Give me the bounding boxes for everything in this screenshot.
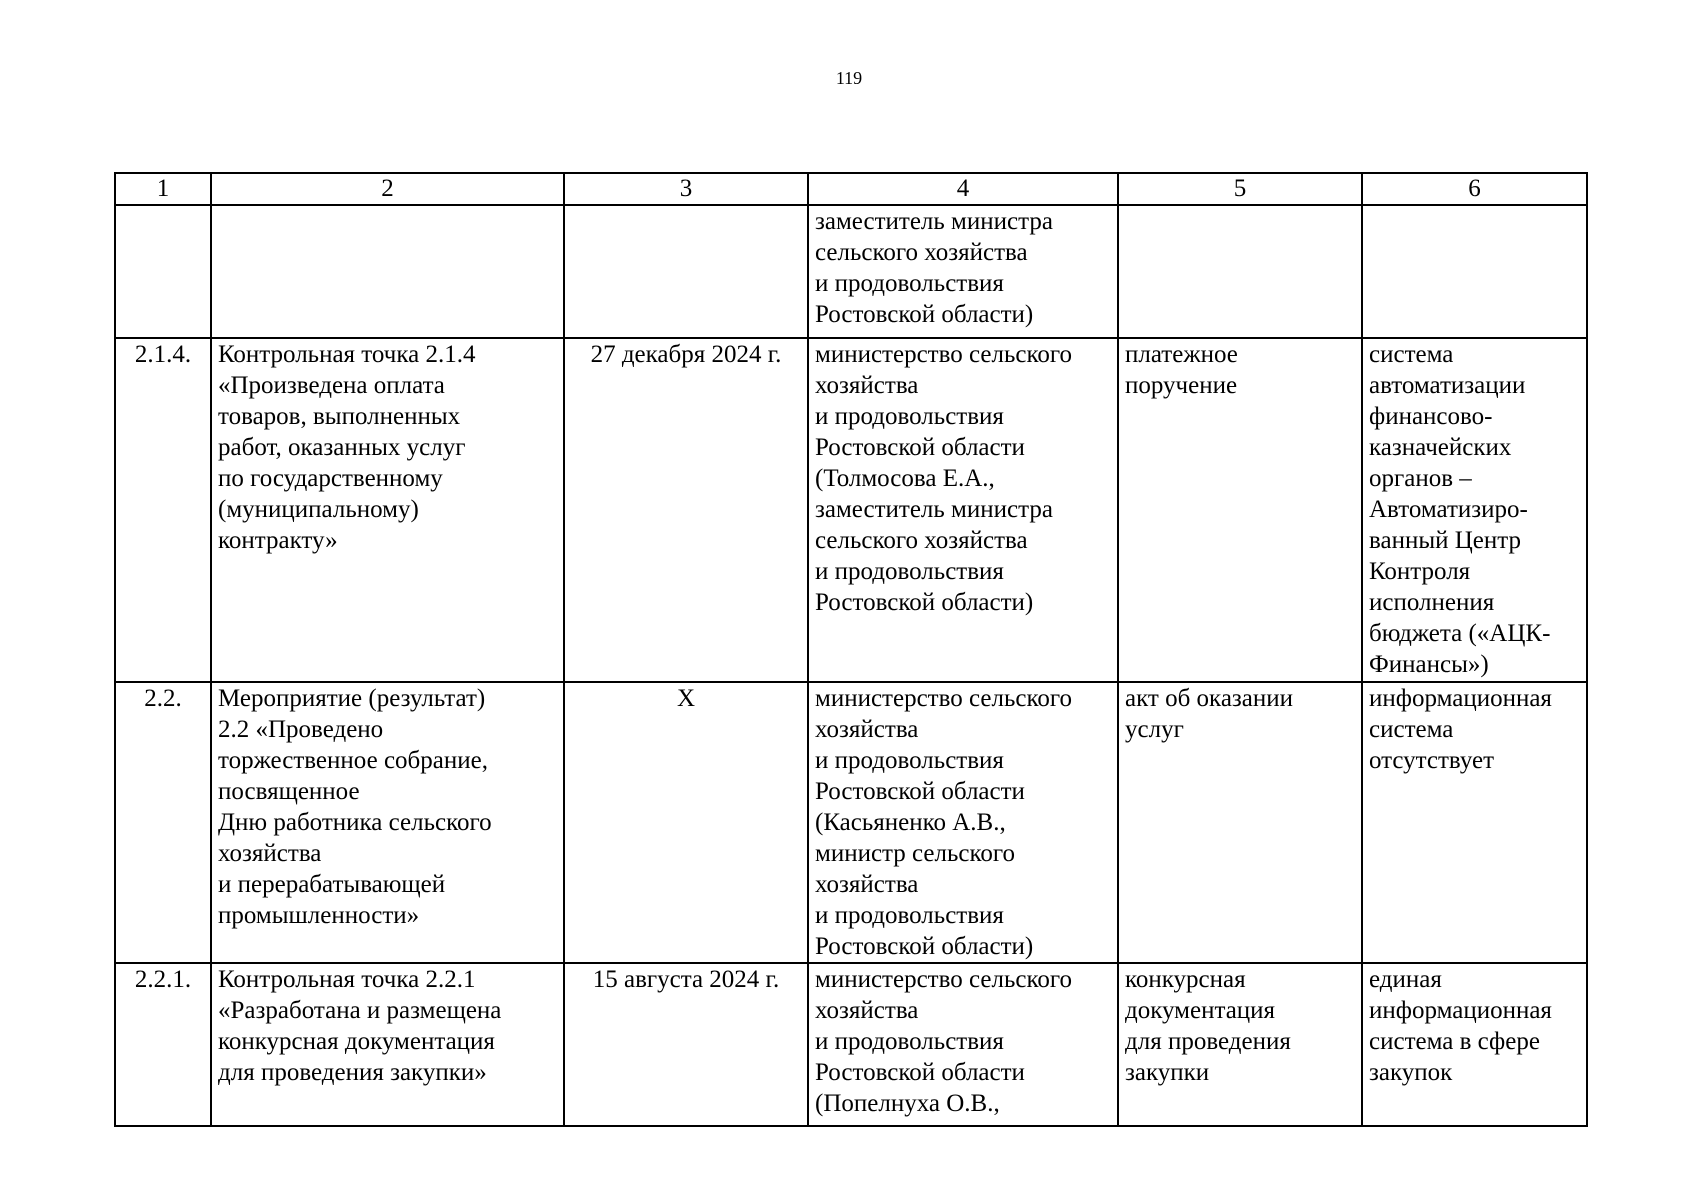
- column-number: 3: [564, 173, 808, 205]
- responsible-cell: заместитель министра сельского хозяйства и продовольствия Ростовской области): [808, 205, 1118, 338]
- page-number: 119: [835, 68, 863, 88]
- column-number: 1: [115, 173, 211, 205]
- deadline-cell: 27 декабря 2024 г.: [564, 338, 808, 682]
- responsible-cell: министерство сельского хозяйства и продовольствия Ростовской области (Попелнуха О.В.,: [808, 963, 1118, 1126]
- column-number: 5: [1118, 173, 1362, 205]
- item-name-cell: Контрольная точка 2.1.4 «Произведена оплата товаров, выполненных работ, оказанных услуг по государственному (муниципальному) контракту»: [211, 338, 564, 682]
- document-cell: [1118, 205, 1362, 338]
- column-number: 4: [808, 173, 1118, 205]
- responsible-cell: министерство сельского хозяйства и продовольствия Ростовской области (Толмосова Е.А., заместитель министра сельского хозяйства и продовольствия Ростовской области): [808, 338, 1118, 682]
- information-system-cell: [1362, 205, 1587, 338]
- item-number-cell: 2.2.1.: [115, 963, 211, 1126]
- document-table: [114, 172, 1588, 1127]
- information-system-cell: единая информационная система в сфере закупок: [1362, 963, 1587, 1126]
- table-row: [115, 205, 1587, 338]
- deadline-cell: 15 августа 2024 г.: [564, 963, 808, 1126]
- document-cell: платежное поручение: [1118, 338, 1362, 682]
- column-number: 2: [211, 173, 564, 205]
- column-number-row: [115, 173, 1587, 205]
- item-number-cell: [115, 205, 211, 338]
- table-row: [115, 963, 1587, 1126]
- deadline-cell: [564, 205, 808, 338]
- document-cell: акт об оказании услуг: [1118, 682, 1362, 963]
- deadline-cell: Х: [564, 682, 808, 963]
- responsible-cell: министерство сельского хозяйства и продовольствия Ростовской области (Касьяненко А.В., министр сельского хозяйства и продовольствия Ростовской области): [808, 682, 1118, 963]
- item-name-cell: Мероприятие (результат) 2.2 «Проведено торжественное собрание, посвященное Дню работника сельского хозяйства и перерабатывающей промышленности»: [211, 682, 564, 963]
- item-name-cell: Контрольная точка 2.2.1 «Разработана и размещена конкурсная документация для проведения закупки»: [211, 963, 564, 1126]
- item-name-cell: [211, 205, 564, 338]
- item-number-cell: 2.2.: [115, 682, 211, 963]
- table-row: [115, 338, 1587, 682]
- document-cell: конкурсная документация для проведения закупки: [1118, 963, 1362, 1126]
- table-row: [115, 682, 1587, 963]
- item-number-cell: 2.1.4.: [115, 338, 211, 682]
- column-number: 6: [1362, 173, 1587, 205]
- information-system-cell: информационная система отсутствует: [1362, 682, 1587, 963]
- information-system-cell: система автоматизации финансово- казначейских органов – Автоматизиро- ванный Центр Контроля исполнения бюджета («АЦК- Финансы»): [1362, 338, 1587, 682]
